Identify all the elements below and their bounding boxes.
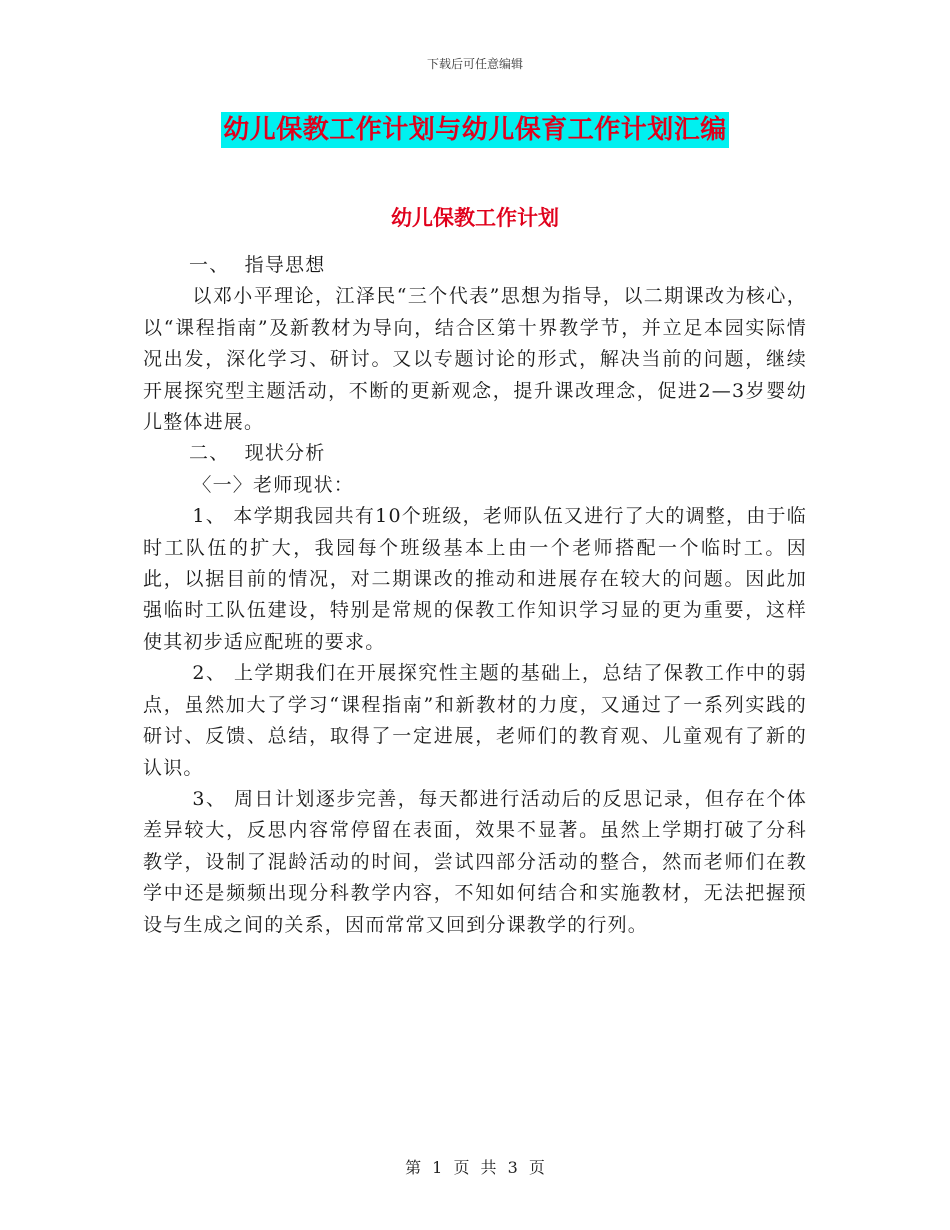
page-header-note: 下载后可任意编辑	[426, 57, 523, 71]
paragraph-guiding-ideology: 以邓小平理论，江泽民“三个代表”思想为指导，以二期课改为核心，以“课程指南”及新教材为导向，结合区第十界教学节，并立足本园实际情况出发，深化学习、研讨。又以专题讨论的形式，解决当前的问题，继续开展探究型主题活动，不断的更新观念，提升课改理念，促进2—3岁婴幼儿整体进展。	[143, 285, 807, 434]
list-item-2: 2、 上学期我们在开展探究性主题的基础上，总结了保教工作中的弱点，虽然加大了学习“课程指南”和新教材的力度，又通过了一系列实践的研讨、反馈、总结，取得了一定进展，老师们的教育观、儿童观有了新的认识。	[143, 662, 807, 779]
main-title-container	[0, 112, 950, 148]
main-title: 幼儿保教工作计划与幼儿保育工作计划汇编	[221, 112, 729, 148]
section-heading-guiding-ideology: 一、 指导思想	[189, 254, 326, 276]
section-title: 幼儿保教工作计划	[391, 205, 559, 230]
list-item-1: 1、 本学期我园共有10个班级，老师队伍又进行了大的调整，由于临时工队伍的扩大，我园每个班级基本上由一个老师搭配一个临时工。因此，以据目前的情况，对二期课改的推动和进展存在较大的问题。因此加强临时工队伍建设，特别是常规的保教工作知识学习显的更为重要，这样使其初步适应配班的要求。	[143, 505, 807, 653]
list-item-3: 3、 周日计划逐步完善，每天都进行活动后的反思记录，但存在个体差异较大，反思内容常停留在表面，效果不显著。虽然上学期打破了分科教学，设制了混龄活动的时间，尝试四部分活动的整合，然而老师们在教学中还是频频出现分科教学内容，不知如何结合和实施教材，无法把握预设与生成之间的关系，因而常常又回到分课教学的行列。	[143, 787, 807, 936]
document-body	[143, 250, 807, 941]
section-heading-status-analysis: 二、 现状分析	[189, 442, 326, 465]
page-number-footer: 第 1 页 共 3 页	[405, 1158, 545, 1177]
subsection-heading-teacher-status: 〈一〉老师现状：	[192, 473, 354, 496]
